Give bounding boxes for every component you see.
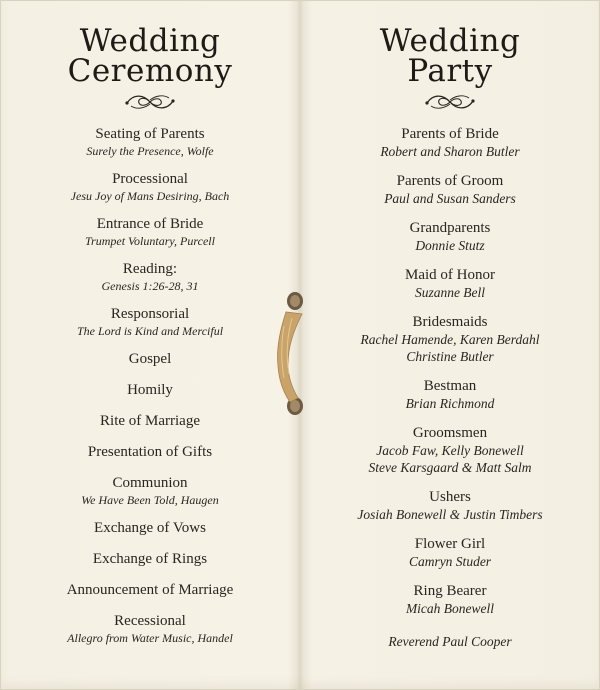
ceremony-item-label: Reading: (122, 261, 178, 277)
party-role: Groomsmen (412, 425, 488, 441)
party-names: Jacob Faw, Kelly Bonewell (376, 443, 524, 458)
party-role: Ring Bearer (413, 583, 487, 599)
ceremony-item-label: Exchange of Rings (92, 551, 208, 567)
ceremony-item-label: Responsorial (110, 306, 190, 322)
ceremony-item-detail: Surely the Presence, Wolfe (86, 144, 214, 158)
ceremony-item-detail: Genesis 1:26-28, 31 (101, 279, 199, 293)
party-role: Flower Girl (414, 536, 486, 552)
party-names: Paul and Susan Sanders (384, 191, 516, 206)
officiant-name: Reverend Paul Cooper (388, 634, 512, 649)
party-role: Maid of Honor (405, 267, 495, 283)
party-title-line1: Wedding (379, 23, 521, 59)
ceremony-item-detail: Jesu Joy of Mans Desiring, Bach (70, 189, 230, 203)
ceremony-item-label: Communion (112, 475, 188, 491)
ceremony-item-label: Homily (127, 382, 173, 398)
party-role: Grandparents (409, 220, 491, 236)
ceremony-item-label: Exchange of Vows (94, 520, 206, 536)
ceremony-title-line2: Ceremony (67, 53, 233, 89)
ceremony-item-label: Presentation of Gifts (87, 444, 213, 460)
party-title-line2: Party (407, 53, 493, 89)
ceremony-item-detail: Allegro from Water Music, Handel (67, 631, 233, 645)
party-names: Camryn Studer (408, 554, 492, 569)
ceremony-title-line1: Wedding (79, 23, 221, 59)
ceremony-item-detail: The Lord is Kind and Merciful (76, 324, 224, 338)
party-role: Bridesmaids (412, 314, 488, 330)
ceremony-item-label: Seating of Parents (95, 126, 205, 142)
party-role: Ushers (429, 489, 471, 505)
ceremony-item-label: Recessional (114, 613, 186, 629)
party-names: Brian Richmond (405, 396, 495, 411)
party-names: Josiah Bonewell & Justin Timbers (357, 507, 543, 522)
ceremony-item-detail: We Have Been Told, Haugen (81, 493, 219, 507)
ceremony-item-label: Gospel (128, 351, 172, 367)
party-role: Parents of Bride (401, 126, 499, 142)
party-names: Donnie Stutz (415, 238, 485, 253)
ceremony-item-label: Processional (112, 171, 188, 187)
ceremony-item-detail: Trumpet Voluntary, Purcell (85, 234, 215, 248)
party-names: Suzanne Bell (414, 285, 486, 300)
party-role: Bestman (423, 378, 477, 394)
ceremony-item-label: Announcement of Marriage (66, 582, 234, 598)
party-names-line2: Steve Karsgaard & Matt Salm (368, 460, 532, 475)
party-role: Parents of Groom (396, 173, 504, 189)
party-names: Rachel Hamende, Karen Berdahl (360, 332, 540, 347)
party-names: Robert and Sharon Butler (380, 144, 520, 159)
party-names: Micah Bonewell (405, 601, 495, 616)
ceremony-item-label: Entrance of Bride (96, 216, 204, 232)
party-names-line2: Christine Butler (406, 349, 494, 364)
ceremony-item-label: Rite of Marriage (100, 413, 200, 429)
